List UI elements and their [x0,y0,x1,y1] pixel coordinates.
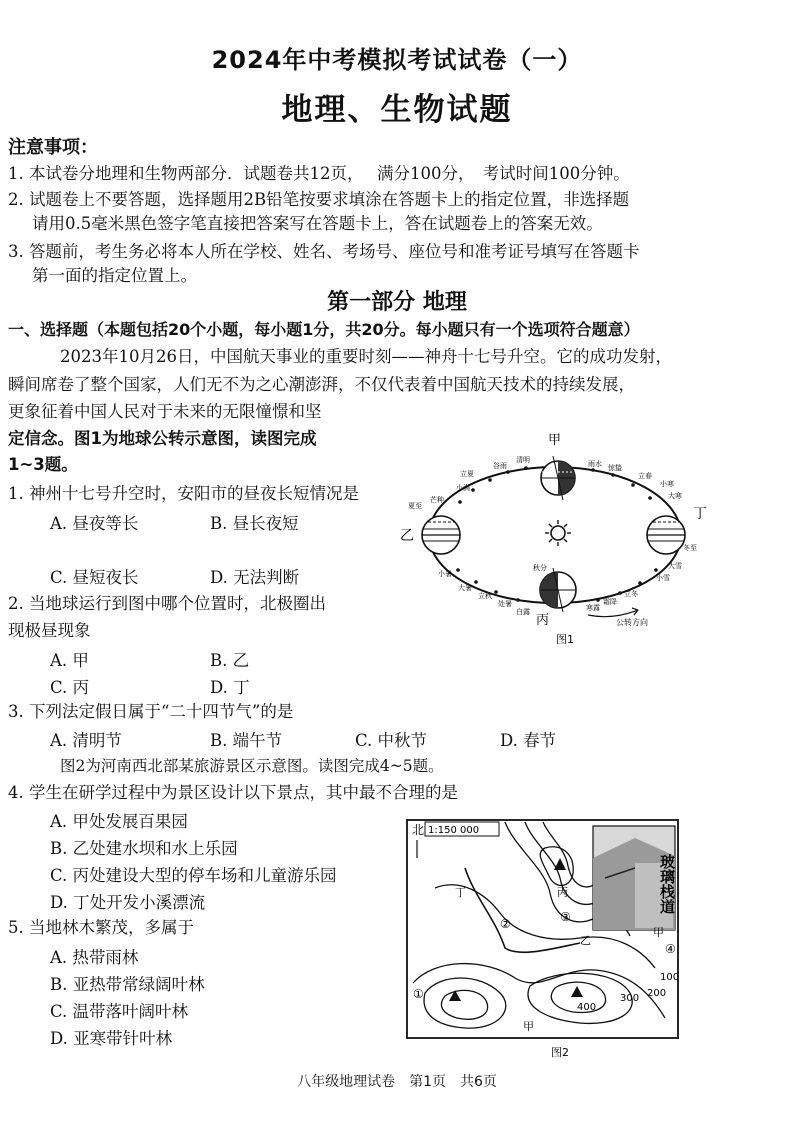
page-footer: 八年级地理试卷 第1页 共6页 [297,1074,497,1090]
q5-option-a: A. 热带雨林 [50,948,139,967]
q1-stem: 1. 神州十七号升空时，安阳市的昼夜长短情况是 [8,484,359,503]
term-xiaohan: 小寒 [660,480,674,488]
label-jia: 甲 [548,433,562,448]
term-daxue: 大雪 [668,562,682,570]
contour-value-300: 300 [620,993,640,1004]
q2-option-d: D. 丁 [210,678,250,697]
term-xiaoxue: 小雪 [656,574,670,582]
contour-value-400: 400 [577,1002,597,1013]
earth-position-bing [540,568,576,612]
notice-item-3: 3. 答题前，考生务必将本人所在学校、姓名、考场号、座位号和准考证号填写在答题卡 [8,242,640,261]
site-label-4: ④ [665,942,676,956]
q5-option-d: D. 亚寒带针叶林 [50,1029,173,1048]
term-shuangjiang: 霜降 [603,598,617,606]
term-xiaoman: 小满 [456,484,470,492]
term-guyu: 谷雨 [493,462,507,470]
q1-option-c: C. 昼短夜长 [50,568,139,587]
q5-stem: 5. 当地林木繁茂，多属于 [8,918,194,937]
site-label-1: ① [413,987,424,1001]
term-dongzhi: 冬至 [683,544,697,552]
label-yi: 乙 [400,528,414,544]
intro-line-1: 2023年10月26日，中国航天事业的重要时刻——神舟十七号升空。它的成功发射， [60,347,672,366]
exam-title: 2024年中考模拟考试试卷（一） [211,46,583,74]
q1-option-d: D. 无法判断 [210,568,300,587]
notice-item-1: 1. 本试卷分地理和生物两部分．试题卷共12页， 满分100分， 考试时间100分钟。 [8,164,630,183]
site-label-jia-south: 甲 [523,1020,534,1033]
part-title: 第一部分 地理 [327,290,467,315]
term-liqiu: 立秋 [478,592,492,600]
term-xiaoshu: 小暑 [438,570,452,578]
term-yushui: 雨水 [588,460,602,468]
q4-stem: 4. 学生在研学过程中为景区设计以下景点，其中最不合理的是 [8,783,458,802]
earth-position-ding [647,516,685,554]
term-qiufen: 秋分 [533,564,547,572]
q3-option-b: B. 端午节 [210,731,283,750]
q4-option-b: B. 乙处建水坝和水上乐园 [50,839,238,858]
term-jingzhe: 惊蛰 [608,464,622,472]
earth-orbit-diagram [398,430,708,645]
earth-position-yi [422,516,460,554]
intro-line-3: 更象征着中国人民对于未来的无限憧憬和坚 [8,402,322,421]
sun-icon [545,520,571,546]
q1-option-b: B. 昼长夜短 [210,514,299,533]
q2-stem-cont: 现极昼现象 [8,621,91,640]
exam-subtitle: 地理、生物试题 [281,92,513,128]
fig2-caption: 图2 [551,1046,569,1059]
q2-option-b: B. 乙 [210,651,250,670]
q3-option-a: A. 清明节 [50,731,122,750]
term-hanlu: 寒露 [586,604,600,612]
label-bing: 丙 [536,613,550,628]
fig1-caption: 图1 [556,633,574,645]
q5-option-c: C. 温带落叶阔叶林 [50,1002,189,1021]
term-chushu: 处暑 [498,600,512,608]
term-lixia: 立夏 [460,470,474,478]
term-bailu: 白露 [516,608,530,616]
notice-item-2: 2. 试题卷上不要答题，选择题用2B铅笔按要求填涂在答题卡上的指定位置，非选择题 [8,190,630,209]
q1-option-a: A. 昼夜等长 [50,514,139,533]
q4-option-d: D. 丁处开发小溪漂流 [50,893,206,912]
term-xiazhi: 夏至 [408,502,422,510]
q3-option-d: D. 春节 [500,731,557,750]
site-label-jia: 甲 [653,926,664,939]
term-dahan: 大寒 [668,492,682,500]
q4-option-a: A. 甲处发展百果园 [50,812,188,831]
q3-option-c: C. 中秋节 [355,731,428,750]
intro-line-4: 定信念。图1为地球公转示意图，读图完成 [8,429,317,448]
contour-value-100: 100 [660,972,680,983]
intro-line-2: 瞬间席卷了整个国家，人们无不为之心潮澎湃，不仅代表着中国航天技术的持续发展， [8,375,635,394]
revolution-label: 公转方向 [616,618,648,627]
section-heading: 一、选择题（本题包括20个小题，每小题1分，共20分。每小题只有一个选项符合题意） [8,320,640,339]
intro-line-5: 1~3题。 [8,455,78,474]
term-mangzhong: 芒种 [430,496,444,504]
q5-option-b: B. 亚热带常绿阔叶林 [50,975,205,994]
q2-option-c: C. 丙 [50,678,90,697]
notice-item-2-cont: 请用0.5毫米黑色签字笔直接把答案写在答题卡上，答在试题卷上的答案无效。 [32,214,603,233]
contour-value-200: 200 [647,988,667,999]
topographic-map [405,818,685,1060]
term-lichun: 立春 [638,472,652,480]
fig2-intro: 图2为河南西北部某旅游景区示意图。读图完成4~5题。 [60,757,444,775]
term-lidong: 立冬 [624,590,638,598]
site-label-3: ③ [560,910,571,924]
q2-option-a: A. 甲 [50,651,89,670]
photo-label: 玻璃栈道 [616,854,676,872]
q2-stem: 2. 当地球运行到图中哪个位置时，北极圈出 [8,594,326,613]
label-ding: 丁 [693,506,707,522]
q4-option-c: C. 丙处建设大型的停车场和儿童游乐园 [50,866,337,885]
earth-position-jia [541,456,575,500]
notice-item-3-cont: 第一面的指定位置上。 [32,266,197,285]
site-label-2: ② [500,917,511,931]
north-label: 北 [412,823,425,837]
notice-heading: 注意事项： [8,137,98,158]
site-label-bing: 丙 [557,886,568,899]
term-qingming: 清明 [516,456,530,464]
q3-stem: 3. 下列法定假日属于“二十四节气”的是 [8,702,294,721]
site-label-yi: 乙 [580,934,591,947]
site-label-ding: 丁 [455,886,466,899]
map-scale: 1:150 000 [428,825,480,836]
term-dashu: 大暑 [458,584,472,592]
